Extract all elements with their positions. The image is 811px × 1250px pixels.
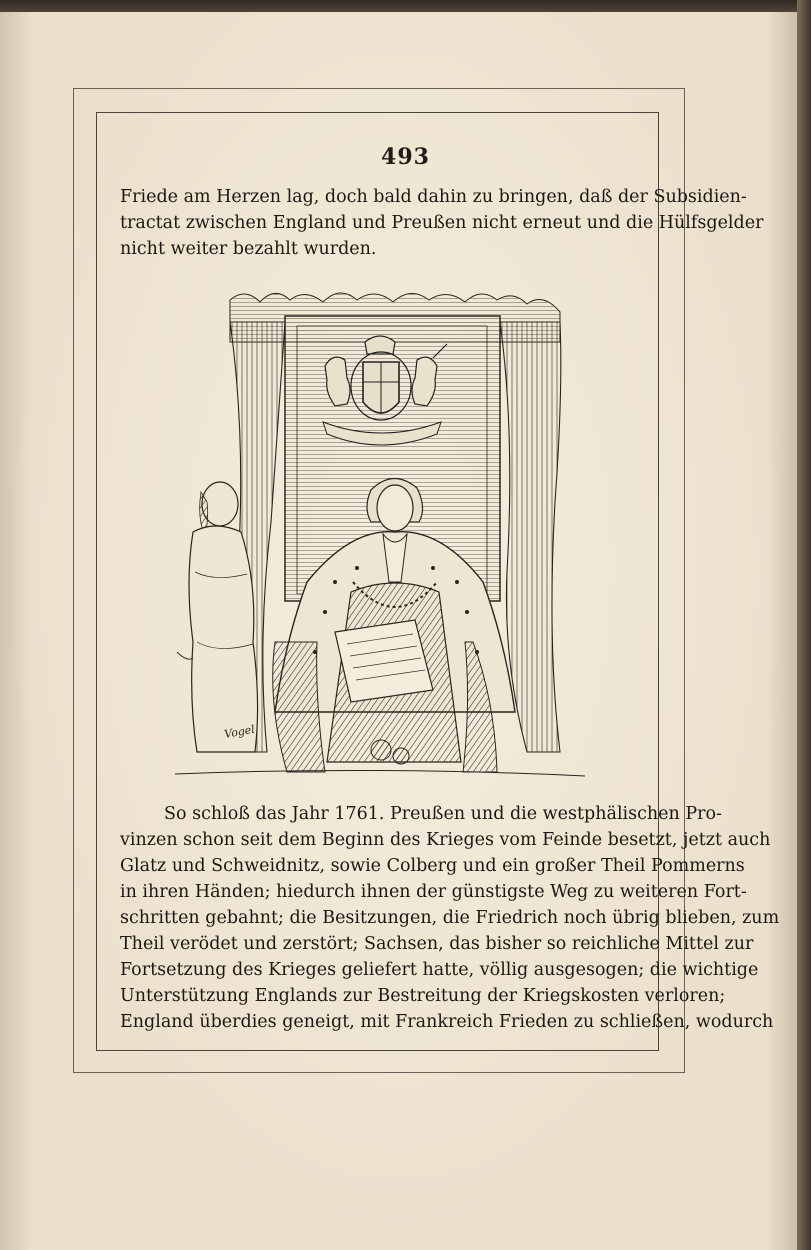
text-line: vinzen schon seit dem Beginn des Krieges vom Feinde besetzt, jetzt auch bbox=[120, 830, 771, 850]
text-line: England überdies geneigt, mit Frankreich Frieden zu schließen, wodurch bbox=[120, 1012, 774, 1032]
text-line: Unterstützung Englands zur Bestreitung der Kriegskosten verloren; bbox=[120, 986, 726, 1006]
text-line: So schloß das Jahr 1761. Preußen und die westphälischen Pro- bbox=[164, 804, 722, 824]
text-line: schritten gebahnt; die Besitzungen, die Friedrich noch übrig blieben, zum bbox=[120, 908, 780, 928]
engraving-svg bbox=[175, 282, 585, 784]
engraving-illustration bbox=[175, 282, 585, 784]
text-line: Fortsetzung des Krieges geliefert hatte, völlig ausgesogen; die wichtige bbox=[120, 960, 759, 980]
top-paragraph bbox=[120, 184, 764, 262]
text-line: Theil verödet und zerstört; Sachsen, das bisher so reichliche Mittel zur bbox=[120, 934, 754, 954]
text-line: tractat zwischen England und Preußen nicht erneut und die Hülfsgelder bbox=[120, 213, 764, 233]
text-line: Glatz und Schweidnitz, sowie Colberg und ein großer Theil Pommerns bbox=[120, 856, 745, 876]
page-number: 493 bbox=[381, 144, 430, 170]
book-edge-right bbox=[797, 0, 811, 1250]
text-line: in ihren Händen; hiedurch ihnen der günstigste Weg zu weiteren Fort- bbox=[120, 882, 747, 902]
artist-signature: Vogel bbox=[223, 722, 256, 741]
text-line: nicht weiter bezahlt wurden. bbox=[120, 239, 377, 259]
text-line: Friede am Herzen lag, doch bald dahin zu bringen, daß der Subsidien- bbox=[120, 187, 747, 207]
bottom-paragraph bbox=[120, 801, 780, 1035]
